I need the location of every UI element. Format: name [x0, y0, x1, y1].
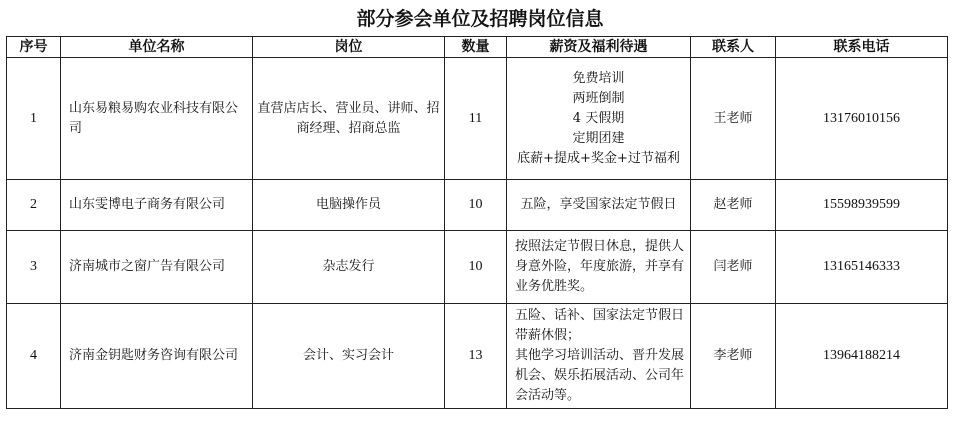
header-no: 序号: [7, 37, 61, 58]
row-company: 山东易粮易购农业科技有限公司: [61, 58, 253, 180]
row-company: 济南城市之窗广告有限公司: [61, 231, 253, 304]
row-contact: 王老师: [691, 58, 776, 180]
row-phone: 13964188214: [776, 304, 948, 409]
benefit-line: 定期团建: [572, 130, 625, 146]
row-benefits: [507, 58, 691, 180]
row-position: 电脑操作员: [253, 180, 445, 231]
benefit-line: 底薪+提成+奖金+过节福利: [517, 150, 680, 166]
row-no: 4: [7, 304, 61, 409]
row-position: 杂志发行: [253, 231, 445, 304]
table-row: [7, 58, 948, 180]
benefit-line: 其他学习培训活动、晋升发展机会、娱乐拓展活动、公司年会活动等。: [515, 348, 685, 403]
row-contact: 赵老师: [691, 180, 776, 231]
row-company: 济南金钥匙财务咨询有限公司: [61, 304, 253, 409]
row-position: 会计、实习会计: [253, 304, 445, 409]
table-row: [7, 231, 948, 304]
row-benefits: 按照法定节假日休息，提供人身意外险，年度旅游，并享有业务优胜奖。: [507, 231, 691, 304]
row-benefits: 五险，享受国家法定节假日: [507, 180, 691, 231]
row-phone: 15598939599: [776, 180, 948, 231]
row-phone: 13165146333: [776, 231, 948, 304]
row-no: 2: [7, 180, 61, 231]
row-no: 1: [7, 58, 61, 180]
benefit-line: 免费培训: [572, 70, 625, 86]
header-phone: 联系电话: [776, 37, 948, 58]
benefit-line: 4 天假期: [572, 110, 625, 126]
table-row: [7, 180, 948, 231]
recruitment-table: [6, 36, 948, 409]
header-position: 岗位: [253, 37, 445, 58]
row-quantity: 13: [445, 304, 507, 409]
row-benefits: [507, 304, 691, 409]
header-benefits: 薪资及福利待遇: [507, 37, 691, 58]
table-header-row: [7, 37, 948, 58]
row-no: 3: [7, 231, 61, 304]
row-contact: 闫老师: [691, 231, 776, 304]
row-quantity: 10: [445, 231, 507, 304]
row-position: 直营店店长、营业员、讲师、招商经理、招商总监: [253, 58, 445, 180]
row-contact: 李老师: [691, 304, 776, 409]
row-company: 山东雯博电子商务有限公司: [61, 180, 253, 231]
page-title: 部分参会单位及招聘岗位信息: [356, 8, 604, 30]
header-contact: 联系人: [691, 37, 776, 58]
benefit-line: 两班倒制: [572, 90, 625, 106]
row-quantity: 11: [445, 58, 507, 180]
header-quantity: 数量: [445, 37, 507, 58]
header-company: 单位名称: [61, 37, 253, 58]
row-phone: 13176010156: [776, 58, 948, 180]
benefit-line: 五险、话补、国家法定节假日带薪休假；: [515, 308, 685, 343]
table-row: [7, 304, 948, 409]
row-quantity: 10: [445, 180, 507, 231]
